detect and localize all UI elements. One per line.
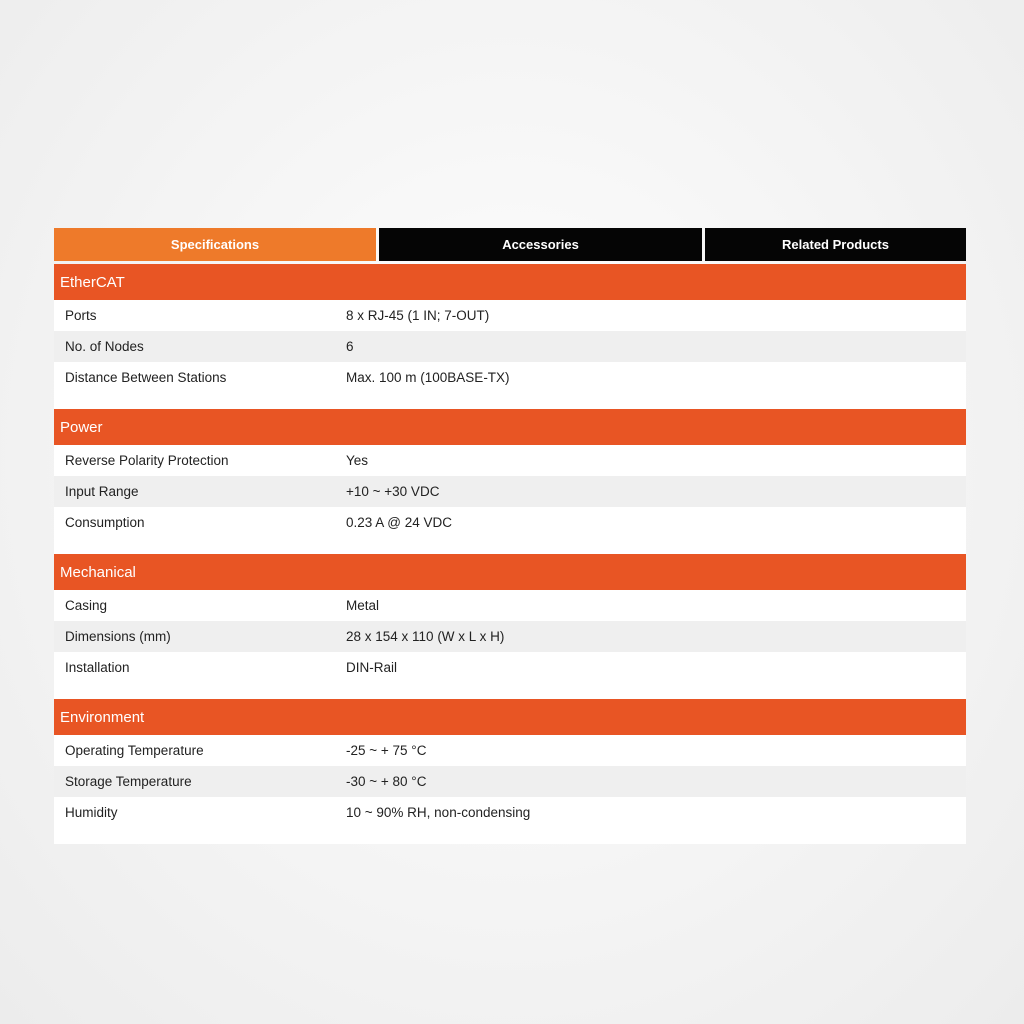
section-title: Environment <box>54 699 966 735</box>
table-row <box>54 590 966 621</box>
table-row <box>54 766 966 797</box>
spec-value: 8 x RJ-45 (1 IN; 7-OUT) <box>346 308 490 323</box>
section-title: EtherCAT <box>54 264 966 300</box>
table-row <box>54 476 966 507</box>
tab-related-products[interactable]: Related Products <box>705 228 966 261</box>
section-power <box>54 409 966 554</box>
spec-label: Casing <box>65 598 108 613</box>
spec-label: Dimensions (mm) <box>65 629 171 644</box>
spec-label: Ports <box>65 308 97 323</box>
spec-label: No. of Nodes <box>65 339 144 354</box>
table-row <box>54 331 966 362</box>
section-title: Power <box>54 409 966 445</box>
spec-label: Consumption <box>65 515 145 530</box>
spec-label: Input Range <box>65 484 139 499</box>
table-row <box>54 652 966 683</box>
spec-value: Yes <box>346 453 369 468</box>
table-row <box>54 735 966 766</box>
table-row <box>54 445 966 476</box>
spec-value: Metal <box>346 598 380 613</box>
spec-value: 28 x 154 x 110 (W x L x H) <box>346 629 505 644</box>
section-ethercat <box>54 264 966 409</box>
spec-label: Storage Temperature <box>65 774 192 789</box>
spec-value: 0.23 A @ 24 VDC <box>346 515 453 530</box>
table-row <box>54 507 966 538</box>
spec-value: -30 ~ + 80 °C <box>346 774 427 789</box>
spec-value: -25 ~ + 75 °C <box>346 743 427 758</box>
spec-value: +10 ~ +30 VDC <box>346 484 440 499</box>
spec-value: 6 <box>346 339 354 354</box>
spec-label: Distance Between Stations <box>65 370 227 385</box>
table-row <box>54 621 966 652</box>
section-environment <box>54 699 966 844</box>
spec-value: 10 ~ 90% RH, non-condensing <box>346 805 531 820</box>
tab-bar <box>54 228 966 261</box>
tab-specifications[interactable]: Specifications <box>54 228 376 261</box>
spec-value: Max. 100 m (100BASE-TX) <box>346 370 510 385</box>
section-title: Mechanical <box>54 554 966 590</box>
spec-value: DIN-Rail <box>346 660 398 675</box>
table-row <box>54 300 966 331</box>
tab-accessories[interactable]: Accessories <box>379 228 702 261</box>
spec-label: Installation <box>65 660 130 675</box>
section-mechanical <box>54 554 966 699</box>
table-row <box>54 362 966 393</box>
table-row <box>54 797 966 828</box>
spec-label: Operating Temperature <box>65 743 204 758</box>
spec-label: Reverse Polarity Protection <box>65 453 229 468</box>
spec-label: Humidity <box>65 805 118 820</box>
spec-panel <box>54 228 966 844</box>
